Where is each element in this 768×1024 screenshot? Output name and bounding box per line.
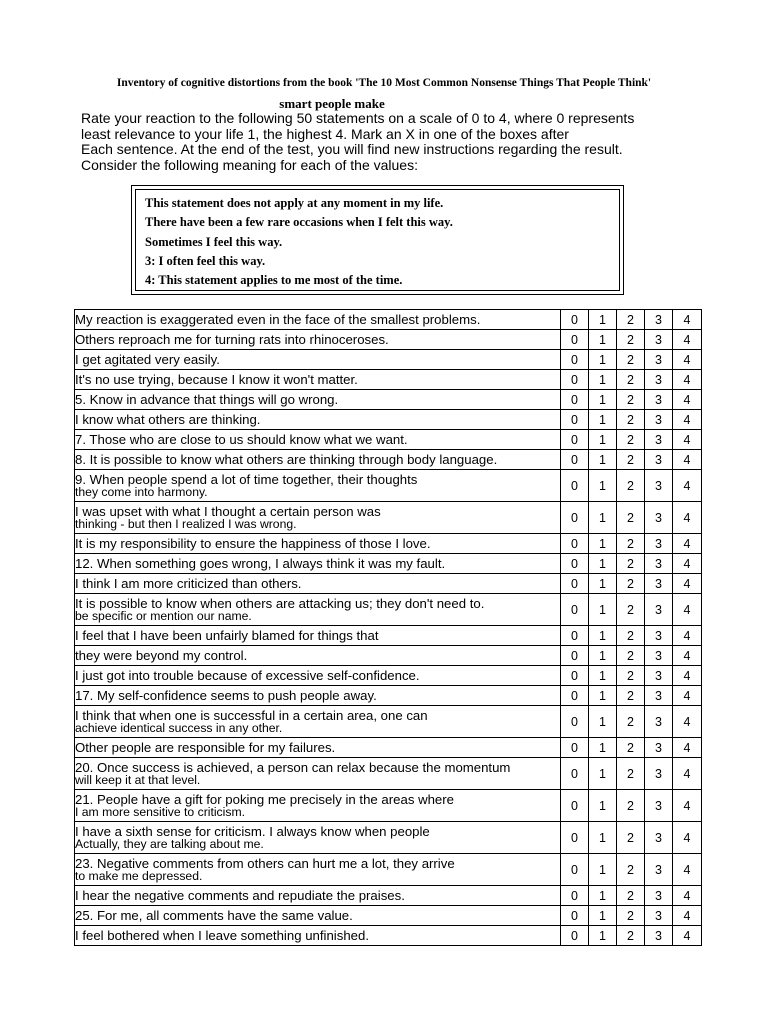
table-row bbox=[75, 626, 702, 646]
rating-box-0[interactable]: 0 bbox=[561, 594, 589, 626]
statement-line: I think that when one is successful in a certain area, one can bbox=[75, 707, 428, 723]
rating-box-1[interactable]: 1 bbox=[589, 758, 617, 790]
rating-box-2[interactable]: 2 bbox=[617, 886, 645, 906]
rating-box-3[interactable]: 3 bbox=[645, 370, 673, 390]
statement-text bbox=[75, 554, 561, 574]
rating-box-3[interactable]: 3 bbox=[645, 534, 673, 554]
rating-box-2[interactable]: 2 bbox=[617, 822, 645, 854]
rating-box-2[interactable]: 2 bbox=[617, 410, 645, 430]
statement-text bbox=[75, 502, 561, 534]
rating-box-3[interactable]: 3 bbox=[645, 350, 673, 370]
rating-box-2[interactable]: 2 bbox=[617, 706, 645, 738]
rating-box-3[interactable]: 3 bbox=[645, 450, 673, 470]
rating-box-2[interactable]: 2 bbox=[617, 470, 645, 502]
rating-box-2[interactable]: 2 bbox=[617, 646, 645, 666]
rating-box-2[interactable]: 2 bbox=[617, 330, 645, 350]
rating-box-1[interactable]: 1 bbox=[589, 430, 617, 450]
rating-box-3[interactable]: 3 bbox=[645, 758, 673, 790]
rating-box-4[interactable]: 4 bbox=[673, 666, 702, 686]
rating-box-4[interactable]: 4 bbox=[673, 790, 702, 822]
rating-box-1[interactable]: 1 bbox=[589, 906, 617, 926]
rating-box-3[interactable]: 3 bbox=[645, 470, 673, 502]
legend-item: Sometimes I feel this way. bbox=[145, 234, 283, 249]
rating-box-0[interactable]: 0 bbox=[561, 470, 589, 502]
statement-text bbox=[75, 666, 561, 686]
rating-box-1[interactable]: 1 bbox=[589, 926, 617, 946]
legend-item: There have been a few rare occasions when I felt this way. bbox=[145, 215, 453, 230]
rating-box-3[interactable]: 3 bbox=[645, 854, 673, 886]
rating-box-4[interactable]: 4 bbox=[673, 470, 702, 502]
rating-box-4[interactable]: 4 bbox=[673, 738, 702, 758]
scale-legend bbox=[135, 189, 620, 291]
table-row bbox=[75, 666, 702, 686]
rating-box-4[interactable]: 4 bbox=[673, 310, 702, 330]
rating-box-4[interactable]: 4 bbox=[673, 886, 702, 906]
rating-box-4[interactable]: 4 bbox=[673, 758, 702, 790]
statement-text bbox=[75, 470, 561, 502]
statement-text bbox=[75, 854, 561, 886]
statement-line: 8. It is possible to know what others are thinking through body language. bbox=[75, 451, 498, 467]
rating-box-3[interactable]: 3 bbox=[645, 594, 673, 626]
statement-text bbox=[75, 646, 561, 666]
rating-box-3[interactable]: 3 bbox=[645, 686, 673, 706]
rating-box-0[interactable]: 0 bbox=[561, 534, 589, 554]
rating-box-4[interactable]: 4 bbox=[673, 390, 702, 410]
table-row bbox=[75, 310, 702, 330]
statement-text bbox=[75, 594, 561, 626]
statement-line: My reaction is exaggerated even in the face of the smallest problems. bbox=[75, 311, 481, 327]
rating-box-0[interactable]: 0 bbox=[561, 666, 589, 686]
rating-box-3[interactable]: 3 bbox=[645, 502, 673, 534]
rating-box-3[interactable]: 3 bbox=[645, 410, 673, 430]
rating-box-0[interactable]: 0 bbox=[561, 310, 589, 330]
statement-text bbox=[75, 330, 561, 350]
rating-box-1[interactable]: 1 bbox=[589, 738, 617, 758]
rating-box-0[interactable]: 0 bbox=[561, 646, 589, 666]
statement-line: It is possible to know when others are attacking us; they don't need to. bbox=[75, 595, 485, 611]
rating-box-4[interactable]: 4 bbox=[673, 574, 702, 594]
statement-line: 21. People have a gift for poking me precisely in the areas where bbox=[75, 791, 454, 807]
rating-box-0[interactable]: 0 bbox=[561, 574, 589, 594]
rating-box-3[interactable]: 3 bbox=[645, 926, 673, 946]
table-row bbox=[75, 470, 702, 502]
statement-line: 23. Negative comments from others can hurt me a lot, they arrive bbox=[75, 855, 455, 871]
table-row bbox=[75, 738, 702, 758]
rating-box-0[interactable]: 0 bbox=[561, 706, 589, 738]
statement-line: I know what others are thinking. bbox=[75, 411, 261, 427]
statement-text bbox=[75, 310, 561, 330]
rating-box-4[interactable]: 4 bbox=[673, 430, 702, 450]
rating-box-1[interactable]: 1 bbox=[589, 470, 617, 502]
rating-box-1[interactable]: 1 bbox=[589, 666, 617, 686]
rating-box-1[interactable]: 1 bbox=[589, 886, 617, 906]
rating-box-0[interactable]: 0 bbox=[561, 626, 589, 646]
table-row bbox=[75, 686, 702, 706]
statement-text bbox=[75, 758, 561, 790]
rating-box-0[interactable]: 0 bbox=[561, 926, 589, 946]
table-row bbox=[75, 790, 702, 822]
rating-box-1[interactable]: 1 bbox=[589, 534, 617, 554]
statement-line: 17. My self-confidence seems to push people away. bbox=[75, 687, 377, 703]
statement-text bbox=[75, 574, 561, 594]
document-title: Inventory of cognitive distortions from the book 'The 10 Most Common Nonsense Things That People Think' bbox=[116, 77, 652, 89]
rating-box-3[interactable]: 3 bbox=[645, 666, 673, 686]
statement-text bbox=[75, 534, 561, 554]
legend-item: 3: I often feel this way. bbox=[145, 253, 266, 268]
statement-line: It is my responsibility to ensure the happiness of those I love. bbox=[75, 535, 431, 551]
scale-legend-box bbox=[131, 185, 624, 295]
statement-line: to make me depressed. bbox=[75, 868, 203, 883]
rating-box-2[interactable]: 2 bbox=[617, 926, 645, 946]
table-row bbox=[75, 854, 702, 886]
rating-box-3[interactable]: 3 bbox=[645, 886, 673, 906]
statement-line: 20. Once success is achieved, a person can relax because the momentum bbox=[75, 759, 511, 775]
legend-item: This statement does not apply at any moment in my life. bbox=[145, 196, 444, 210]
statement-line: 7. Those who are close to us should know what we want. bbox=[75, 431, 408, 447]
rating-box-2[interactable]: 2 bbox=[617, 554, 645, 574]
rating-box-0[interactable]: 0 bbox=[561, 758, 589, 790]
rating-box-0[interactable]: 0 bbox=[561, 450, 589, 470]
rating-box-2[interactable]: 2 bbox=[617, 666, 645, 686]
rating-box-3[interactable]: 3 bbox=[645, 626, 673, 646]
rating-box-1[interactable]: 1 bbox=[589, 854, 617, 886]
statement-line: be specific or mention our name. bbox=[75, 608, 252, 623]
rating-box-4[interactable]: 4 bbox=[673, 594, 702, 626]
statement-line: I am more sensitive to criticism. bbox=[75, 804, 245, 819]
statement-text bbox=[75, 790, 561, 822]
rating-box-3[interactable]: 3 bbox=[645, 706, 673, 738]
rating-box-3[interactable]: 3 bbox=[645, 330, 673, 350]
rating-box-4[interactable]: 4 bbox=[673, 646, 702, 666]
rating-box-4[interactable]: 4 bbox=[673, 370, 702, 390]
rating-box-2[interactable]: 2 bbox=[617, 790, 645, 822]
table-row bbox=[75, 502, 702, 534]
statement-line: I feel that I have been unfairly blamed for things that bbox=[75, 627, 379, 643]
rating-box-4[interactable]: 4 bbox=[673, 502, 702, 534]
rating-box-1[interactable]: 1 bbox=[589, 390, 617, 410]
table-row bbox=[75, 534, 702, 554]
rating-box-2[interactable]: 2 bbox=[617, 310, 645, 330]
rating-box-2[interactable]: 2 bbox=[617, 430, 645, 450]
rating-box-2[interactable]: 2 bbox=[617, 350, 645, 370]
statement-line: It's no use trying, because I know it won't matter. bbox=[75, 371, 358, 387]
rating-box-2[interactable]: 2 bbox=[617, 686, 645, 706]
rating-box-3[interactable]: 3 bbox=[645, 822, 673, 854]
statement-line: they were beyond my control. bbox=[75, 647, 248, 663]
statements-table bbox=[74, 309, 702, 946]
rating-box-2[interactable]: 2 bbox=[617, 534, 645, 554]
statement-line: I get agitated very easily. bbox=[75, 351, 220, 367]
rating-box-1[interactable]: 1 bbox=[589, 626, 617, 646]
rating-box-2[interactable]: 2 bbox=[617, 758, 645, 790]
statement-line: 9. When people spend a lot of time together, their thoughts bbox=[75, 471, 418, 487]
rating-box-1[interactable]: 1 bbox=[589, 790, 617, 822]
rating-box-0[interactable]: 0 bbox=[561, 554, 589, 574]
statement-text bbox=[75, 410, 561, 430]
rating-box-1[interactable]: 1 bbox=[589, 330, 617, 350]
statement-line: Others reproach me for turning rats into rhinoceroses. bbox=[75, 331, 389, 347]
rating-box-1[interactable]: 1 bbox=[589, 350, 617, 370]
document-title-continued: smart people make bbox=[279, 96, 385, 111]
instructions-line: Rate your reaction to the following 50 statements on a scale of 0 to 4, where 0 represents bbox=[81, 110, 635, 126]
rating-box-0[interactable]: 0 bbox=[561, 430, 589, 450]
rating-box-1[interactable]: 1 bbox=[589, 310, 617, 330]
table-row bbox=[75, 330, 702, 350]
statement-text bbox=[75, 706, 561, 738]
table-row bbox=[75, 410, 702, 430]
rating-box-4[interactable]: 4 bbox=[673, 410, 702, 430]
rating-box-0[interactable]: 0 bbox=[561, 886, 589, 906]
statement-line: Actually, they are talking about me. bbox=[75, 836, 264, 851]
rating-box-4[interactable]: 4 bbox=[673, 906, 702, 926]
rating-box-4[interactable]: 4 bbox=[673, 534, 702, 554]
rating-box-4[interactable]: 4 bbox=[673, 626, 702, 646]
table-row bbox=[75, 758, 702, 790]
rating-box-1[interactable]: 1 bbox=[589, 502, 617, 534]
rating-box-4[interactable]: 4 bbox=[673, 450, 702, 470]
table-row bbox=[75, 350, 702, 370]
statement-line: I have a sixth sense for criticism. I always know when people bbox=[75, 823, 430, 839]
statement-text bbox=[75, 926, 561, 946]
rating-box-2[interactable]: 2 bbox=[617, 370, 645, 390]
statement-line: I just got into trouble because of excessive self-confidence. bbox=[75, 667, 420, 683]
statement-line: Other people are responsible for my failures. bbox=[75, 739, 336, 755]
instructions-line: least relevance to your life 1, the highest 4. Mark an X in one of the boxes after bbox=[81, 125, 569, 142]
table-row bbox=[75, 594, 702, 626]
statement-text bbox=[75, 626, 561, 646]
rating-box-4[interactable]: 4 bbox=[673, 350, 702, 370]
statement-text bbox=[75, 430, 561, 450]
statement-text bbox=[75, 738, 561, 758]
instructions-line: Consider the following meaning for each of the values: bbox=[81, 156, 418, 173]
statement-line: they come into harmony. bbox=[75, 484, 208, 499]
rating-box-3[interactable]: 3 bbox=[645, 430, 673, 450]
table-row bbox=[75, 822, 702, 854]
statement-line: I feel bothered when I leave something unfinished. bbox=[75, 927, 369, 943]
rating-box-0[interactable]: 0 bbox=[561, 502, 589, 534]
table-row bbox=[75, 926, 702, 946]
rating-box-2[interactable]: 2 bbox=[617, 390, 645, 410]
rating-box-3[interactable]: 3 bbox=[645, 790, 673, 822]
rating-box-1[interactable]: 1 bbox=[589, 574, 617, 594]
statement-line: 5. Know in advance that things will go wrong. bbox=[75, 391, 339, 407]
rating-box-0[interactable]: 0 bbox=[561, 790, 589, 822]
rating-box-1[interactable]: 1 bbox=[589, 646, 617, 666]
table-row bbox=[75, 370, 702, 390]
rating-box-3[interactable]: 3 bbox=[645, 554, 673, 574]
rating-box-0[interactable]: 0 bbox=[561, 390, 589, 410]
rating-box-3[interactable]: 3 bbox=[645, 574, 673, 594]
rating-box-1[interactable]: 1 bbox=[589, 450, 617, 470]
statement-text bbox=[75, 886, 561, 906]
statement-text bbox=[75, 686, 561, 706]
statement-line: I think I am more criticized than others. bbox=[75, 575, 302, 591]
table-row bbox=[75, 554, 702, 574]
rating-box-4[interactable]: 4 bbox=[673, 822, 702, 854]
rating-box-0[interactable]: 0 bbox=[561, 350, 589, 370]
rating-box-2[interactable]: 2 bbox=[617, 626, 645, 646]
statement-line: I hear the negative comments and repudiate the praises. bbox=[75, 887, 405, 903]
statement-line: 25. For me, all comments have the same value. bbox=[75, 907, 353, 923]
rating-box-4[interactable]: 4 bbox=[673, 330, 702, 350]
statement-line: I was upset with what I thought a certain person was bbox=[75, 503, 381, 519]
rating-box-2[interactable]: 2 bbox=[617, 574, 645, 594]
rating-box-2[interactable]: 2 bbox=[617, 854, 645, 886]
instructions-line: Each sentence. At the end of the test, you will find new instructions regarding the result. bbox=[81, 141, 623, 157]
rating-box-4[interactable]: 4 bbox=[673, 686, 702, 706]
rating-box-0[interactable]: 0 bbox=[561, 370, 589, 390]
rating-box-2[interactable]: 2 bbox=[617, 738, 645, 758]
rating-box-2[interactable]: 2 bbox=[617, 502, 645, 534]
statement-line: achieve identical success in any other. bbox=[75, 720, 283, 735]
rating-box-3[interactable]: 3 bbox=[645, 310, 673, 330]
statement-line: thinking - but then I realized I was wrong. bbox=[75, 516, 297, 531]
statement-line: will keep it at that level. bbox=[75, 772, 201, 787]
statement-line: 12. When something goes wrong, I always think it was my fault. bbox=[75, 555, 446, 571]
rating-box-4[interactable]: 4 bbox=[673, 926, 702, 946]
rating-box-3[interactable]: 3 bbox=[645, 906, 673, 926]
rating-box-1[interactable]: 1 bbox=[589, 410, 617, 430]
rating-box-1[interactable]: 1 bbox=[589, 706, 617, 738]
legend-item: 4: This statement applies to me most of the time. bbox=[145, 273, 403, 288]
rating-box-1[interactable]: 1 bbox=[589, 822, 617, 854]
rating-box-1[interactable]: 1 bbox=[589, 554, 617, 574]
table-row bbox=[75, 450, 702, 470]
statement-text bbox=[75, 390, 561, 410]
instructions bbox=[81, 111, 681, 173]
table-row bbox=[75, 430, 702, 450]
rating-box-1[interactable]: 1 bbox=[589, 594, 617, 626]
table-row bbox=[75, 886, 702, 906]
statement-text bbox=[75, 822, 561, 854]
rating-box-0[interactable]: 0 bbox=[561, 906, 589, 926]
rating-box-2[interactable]: 2 bbox=[617, 594, 645, 626]
statement-text bbox=[75, 906, 561, 926]
rating-box-3[interactable]: 3 bbox=[645, 646, 673, 666]
rating-box-1[interactable]: 1 bbox=[589, 686, 617, 706]
rating-box-0[interactable]: 0 bbox=[561, 410, 589, 430]
table-row bbox=[75, 390, 702, 410]
table-row bbox=[75, 646, 702, 666]
statement-text bbox=[75, 350, 561, 370]
rating-box-0[interactable]: 0 bbox=[561, 330, 589, 350]
rating-box-1[interactable]: 1 bbox=[589, 370, 617, 390]
table-row bbox=[75, 706, 702, 738]
table-row bbox=[75, 574, 702, 594]
rating-box-2[interactable]: 2 bbox=[617, 906, 645, 926]
rating-box-4[interactable]: 4 bbox=[673, 554, 702, 574]
rating-box-0[interactable]: 0 bbox=[561, 854, 589, 886]
rating-box-3[interactable]: 3 bbox=[645, 738, 673, 758]
rating-box-0[interactable]: 0 bbox=[561, 686, 589, 706]
statement-text bbox=[75, 370, 561, 390]
statement-text bbox=[75, 450, 561, 470]
table-row bbox=[75, 906, 702, 926]
rating-box-0[interactable]: 0 bbox=[561, 822, 589, 854]
rating-box-3[interactable]: 3 bbox=[645, 390, 673, 410]
rating-box-4[interactable]: 4 bbox=[673, 854, 702, 886]
rating-box-0[interactable]: 0 bbox=[561, 738, 589, 758]
rating-box-4[interactable]: 4 bbox=[673, 706, 702, 738]
rating-box-2[interactable]: 2 bbox=[617, 450, 645, 470]
